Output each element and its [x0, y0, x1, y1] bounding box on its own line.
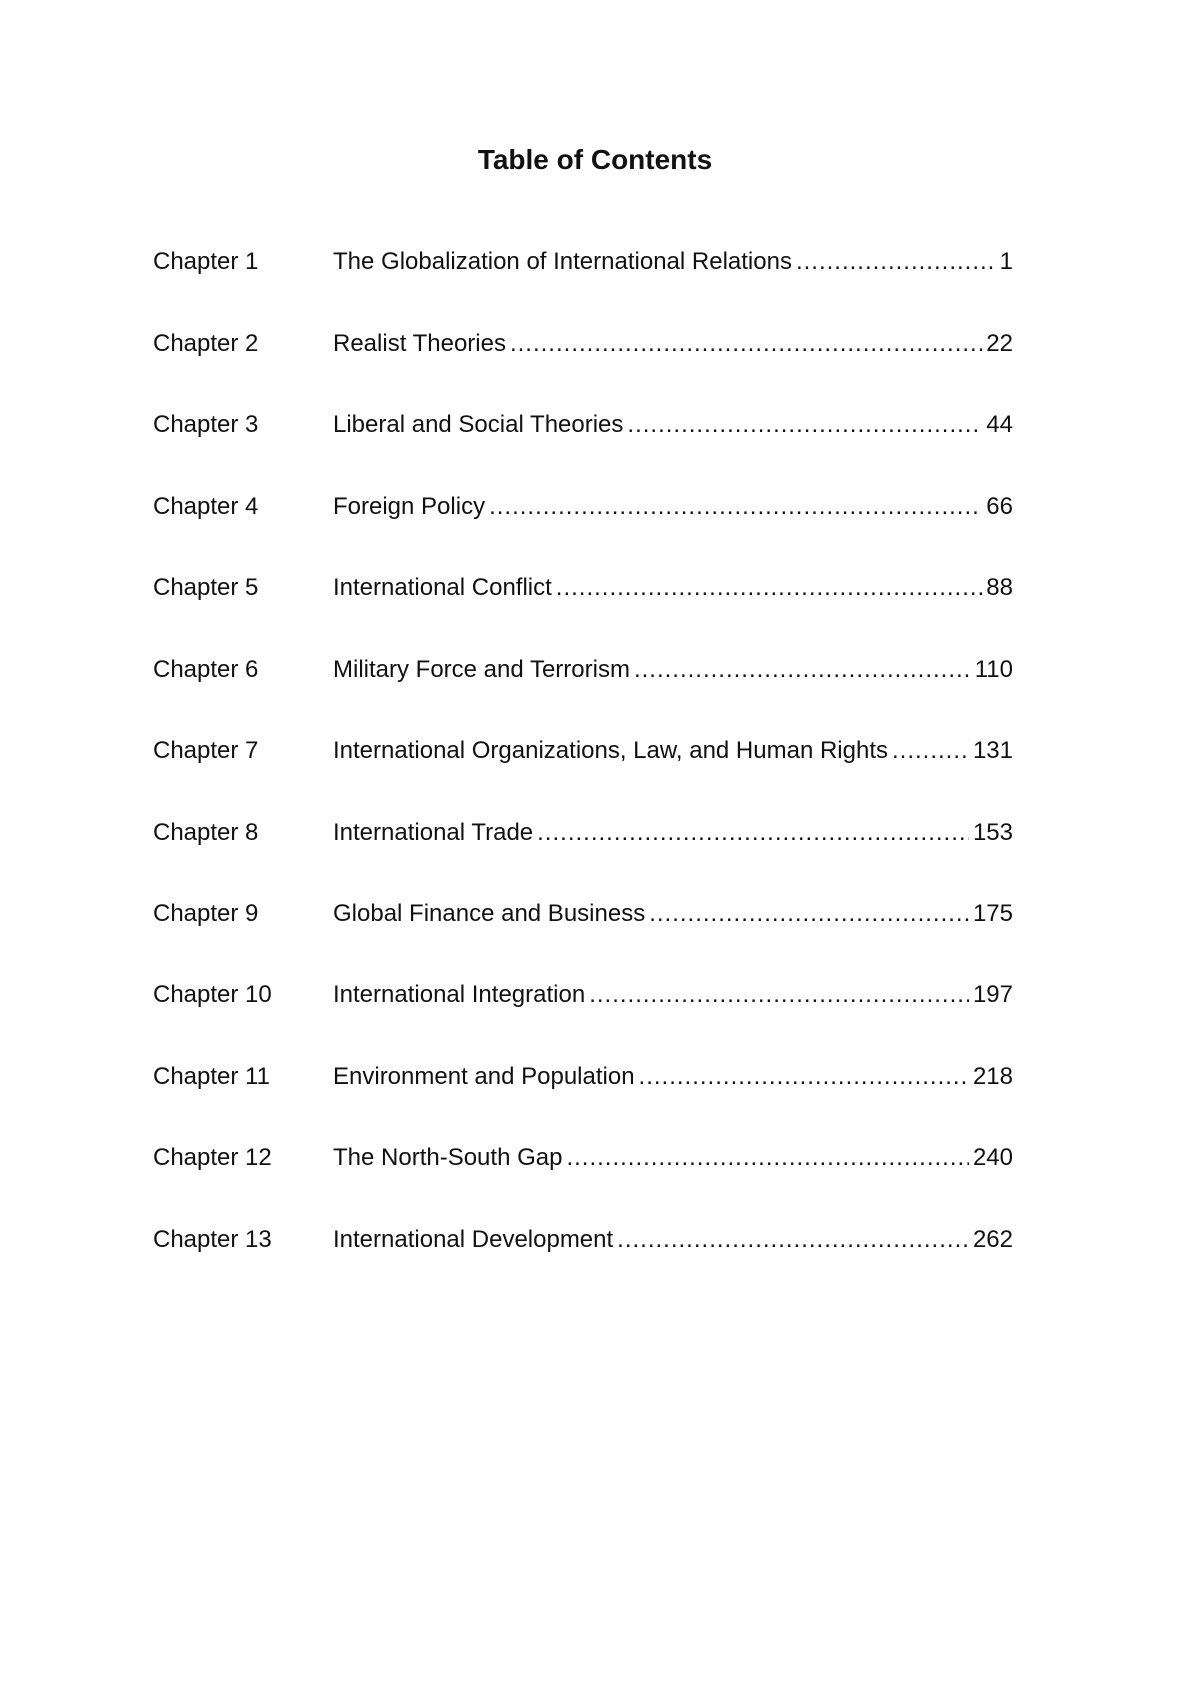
- dot-leader: [634, 652, 971, 688]
- entry-line: [333, 326, 1013, 362]
- chapter-label: Chapter 9: [153, 900, 259, 927]
- chapter-title[interactable]: International Development: [333, 1226, 614, 1253]
- page-number: 218: [972, 1063, 1013, 1090]
- chapter-title[interactable]: International Integration: [333, 981, 586, 1008]
- entry-line: [333, 1140, 1013, 1176]
- chapter-label: Chapter 8: [153, 819, 259, 846]
- toc-entry[interactable]: [0, 244, 1190, 280]
- page-number: 44: [986, 411, 1013, 438]
- chapter-label: Chapter 2: [153, 330, 259, 357]
- toc-entry[interactable]: [0, 570, 1190, 606]
- chapter-title[interactable]: Environment and Population: [333, 1063, 635, 1090]
- entry-line: [333, 570, 1013, 606]
- dot-leader: [649, 896, 969, 932]
- chapter-title[interactable]: The Globalization of International Relations: [333, 248, 792, 275]
- toc-entry[interactable]: [0, 1222, 1190, 1258]
- dot-leader: [489, 489, 982, 525]
- toc-entry[interactable]: [0, 1140, 1190, 1176]
- page-number: 240: [972, 1144, 1013, 1171]
- toc-entry[interactable]: [0, 977, 1190, 1013]
- chapter-label: Chapter 10: [153, 981, 272, 1008]
- entry-line: [333, 407, 1013, 443]
- chapter-title[interactable]: Foreign Policy: [333, 493, 486, 520]
- chapter-title[interactable]: Global Finance and Business: [333, 900, 646, 927]
- dot-leader: [566, 1140, 969, 1176]
- page-title: Table of Contents: [477, 144, 713, 175]
- dot-leader: [510, 326, 982, 362]
- toc-entry[interactable]: [0, 733, 1190, 769]
- dot-leader: [537, 815, 969, 851]
- dot-leader: [796, 244, 996, 280]
- page-number: 131: [972, 737, 1013, 764]
- entry-line: [333, 815, 1013, 851]
- chapter-label: Chapter 7: [153, 737, 259, 764]
- entry-line: [333, 489, 1013, 525]
- dot-leader: [617, 1222, 969, 1258]
- toc-entry[interactable]: [0, 815, 1190, 851]
- chapter-title[interactable]: Military Force and Terrorism: [333, 656, 630, 683]
- chapter-label: Chapter 11: [153, 1063, 270, 1090]
- chapter-title[interactable]: International Trade: [333, 819, 534, 846]
- chapter-label: Chapter 1: [153, 248, 259, 275]
- toc-entry[interactable]: [0, 407, 1190, 443]
- chapter-title[interactable]: Realist Theories: [333, 330, 506, 357]
- chapter-title[interactable]: International Organizations, Law, and Human Rights: [333, 737, 888, 764]
- chapter-label: Chapter 4: [153, 493, 259, 520]
- chapter-label: Chapter 3: [153, 411, 259, 438]
- chapter-label: Chapter 12: [153, 1144, 272, 1171]
- page-number: 262: [972, 1226, 1013, 1253]
- chapter-label: Chapter 13: [153, 1226, 272, 1253]
- toc-entry[interactable]: [0, 652, 1190, 688]
- page-number: 1: [999, 248, 1013, 275]
- entry-line: [333, 977, 1013, 1013]
- chapter-label: Chapter 5: [153, 574, 259, 601]
- entry-line: [333, 1059, 1013, 1095]
- toc-entry[interactable]: [0, 489, 1190, 525]
- page-number: 153: [972, 819, 1013, 846]
- dot-leader: [639, 1059, 969, 1095]
- chapter-title[interactable]: International Conflict: [333, 574, 552, 601]
- entry-line: [333, 244, 1013, 280]
- chapter-title[interactable]: The North-South Gap: [333, 1144, 563, 1171]
- dot-leader: [627, 407, 982, 443]
- dot-leader: [556, 570, 983, 606]
- entry-line: [333, 652, 1013, 688]
- dot-leader: [589, 977, 969, 1013]
- toc-entry[interactable]: [0, 1059, 1190, 1095]
- page-number: 22: [986, 330, 1013, 357]
- dot-leader: [892, 733, 969, 769]
- page-number: 110: [974, 656, 1013, 683]
- page-number: 66: [986, 493, 1013, 520]
- entry-line: [333, 733, 1013, 769]
- entry-line: [333, 896, 1013, 932]
- page-number: 197: [972, 981, 1013, 1008]
- page-number: 88: [986, 574, 1013, 601]
- page-number: 175: [972, 900, 1013, 927]
- chapter-title[interactable]: Liberal and Social Theories: [333, 411, 624, 438]
- entry-line: [333, 1222, 1013, 1258]
- toc-entry[interactable]: [0, 326, 1190, 362]
- toc-entry[interactable]: [0, 896, 1190, 932]
- chapter-label: Chapter 6: [153, 656, 259, 683]
